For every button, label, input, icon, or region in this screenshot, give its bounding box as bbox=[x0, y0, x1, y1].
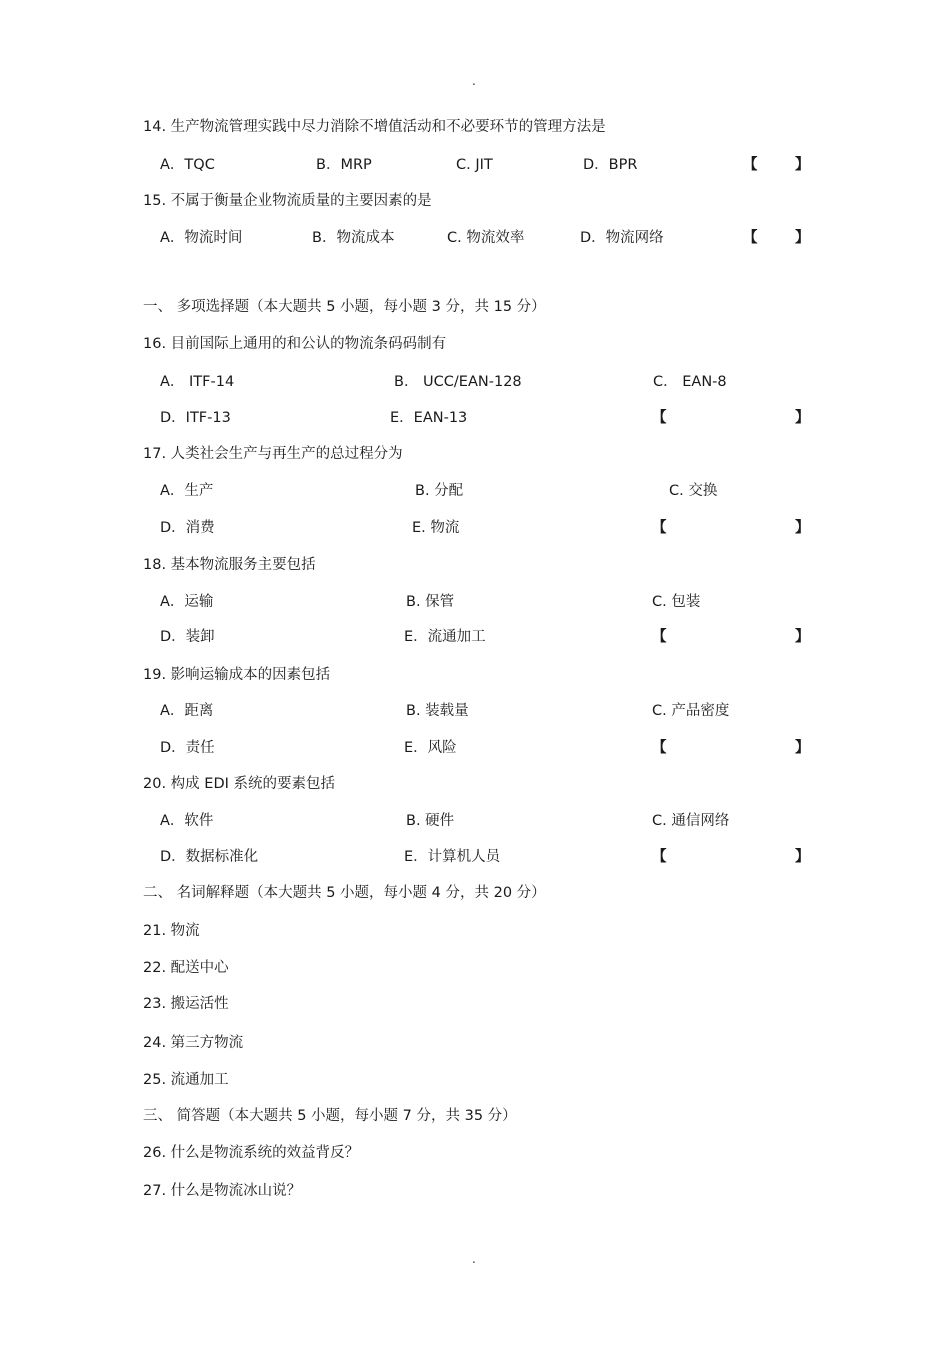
option-d: D．物流网络 bbox=[580, 230, 664, 246]
question-stem: 19. 影响运输成本的因素包括 bbox=[143, 667, 331, 683]
option-a: A．运输 bbox=[160, 594, 214, 610]
question-stem: 14. 生产物流管理实践中尽力消除不增值活动和不必要环节的管理方法是 bbox=[143, 119, 606, 135]
option-b: B. 装载量 bbox=[406, 703, 469, 719]
section-heading-term-definitions: 二、 名词解释题（本大题共 5 小题，每小题 4 分，共 20 分） bbox=[143, 885, 546, 901]
question-stem: 17. 人类社会生产与再生产的总过程分为 bbox=[143, 446, 403, 462]
option-c: C. JIT bbox=[456, 157, 493, 173]
section-heading-multiple-choice: 一、 多项选择题（本大题共 5 小题，每小题 3 分，共 15 分） bbox=[143, 299, 546, 315]
option-d: D．装卸 bbox=[160, 629, 215, 645]
answer-bracket-left: 【 bbox=[652, 629, 667, 645]
option-e: E．风险 bbox=[404, 740, 457, 756]
option-b: B. 分配 bbox=[415, 483, 464, 499]
option-d: D．责任 bbox=[160, 740, 215, 756]
option-b: B. 保管 bbox=[406, 594, 455, 610]
question-stem: 15. 不属于衡量企业物流质量的主要因素的是 bbox=[143, 193, 432, 209]
question-stem: 20. 构成 EDI 系统的要素包括 bbox=[143, 776, 335, 792]
option-e: E．EAN-13 bbox=[390, 410, 468, 426]
term-question: 25. 流通加工 bbox=[143, 1072, 229, 1088]
option-c: C. 交换 bbox=[669, 483, 718, 499]
option-a: A．距离 bbox=[160, 703, 214, 719]
answer-bracket-left: 【 bbox=[743, 230, 758, 246]
option-a: A．TQC bbox=[160, 157, 215, 173]
answer-bracket-left: 【 bbox=[652, 520, 667, 536]
term-question: 23. 搬运活性 bbox=[143, 996, 229, 1012]
answer-bracket-right: 】 bbox=[795, 410, 810, 426]
short-answer-question: 26. 什么是物流系统的效益背反？ bbox=[143, 1145, 360, 1161]
option-d: D．消费 bbox=[160, 520, 215, 536]
term-question: 24. 第三方物流 bbox=[143, 1035, 244, 1051]
option-c: C. 包装 bbox=[652, 594, 701, 610]
option-b: B． UCC/EAN-128 bbox=[394, 374, 522, 390]
option-a: A．生产 bbox=[160, 483, 214, 499]
option-c: C. 通信网络 bbox=[652, 813, 730, 829]
option-a: A．软件 bbox=[160, 813, 214, 829]
section-heading-short-answer: 三、 简答题（本大题共 5 小题，每小题 7 分，共 35 分） bbox=[143, 1108, 517, 1124]
question-stem: 16. 目前国际上通用的和公认的物流条码码制有 bbox=[143, 336, 447, 352]
page-mark-top: . bbox=[472, 74, 476, 88]
answer-bracket-left: 【 bbox=[743, 157, 758, 173]
option-c: C. 产品密度 bbox=[652, 703, 730, 719]
page-mark-bottom: . bbox=[472, 1252, 476, 1266]
answer-bracket-right: 】 bbox=[795, 740, 810, 756]
question-stem: 18. 基本物流服务主要包括 bbox=[143, 557, 316, 573]
answer-bracket-right: 】 bbox=[795, 629, 810, 645]
option-e: E. 物流 bbox=[412, 520, 460, 536]
term-question: 22. 配送中心 bbox=[143, 960, 229, 976]
option-d: D．BPR bbox=[583, 157, 638, 173]
answer-bracket-left: 【 bbox=[652, 849, 667, 865]
answer-bracket-right: 】 bbox=[795, 849, 810, 865]
option-a: A．物流时间 bbox=[160, 230, 243, 246]
answer-bracket-right: 】 bbox=[795, 157, 810, 173]
option-c: C． EAN-8 bbox=[653, 374, 727, 390]
option-b: B. 硬件 bbox=[406, 813, 455, 829]
option-d: D．ITF-13 bbox=[160, 410, 231, 426]
option-a: A． ITF-14 bbox=[160, 374, 235, 390]
option-d: D．数据标准化 bbox=[160, 849, 259, 865]
answer-bracket-left: 【 bbox=[652, 740, 667, 756]
option-e: E．计算机人员 bbox=[404, 849, 501, 865]
option-c: C. 物流效率 bbox=[447, 230, 525, 246]
option-b: B．物流成本 bbox=[312, 230, 395, 246]
answer-bracket-right: 】 bbox=[795, 520, 810, 536]
answer-bracket-left: 【 bbox=[652, 410, 667, 426]
option-b: B．MRP bbox=[316, 157, 372, 173]
answer-bracket-right: 】 bbox=[795, 230, 810, 246]
short-answer-question: 27. 什么是物流冰山说？ bbox=[143, 1183, 302, 1199]
term-question: 21. 物流 bbox=[143, 923, 200, 939]
option-e: E．流通加工 bbox=[404, 629, 486, 645]
